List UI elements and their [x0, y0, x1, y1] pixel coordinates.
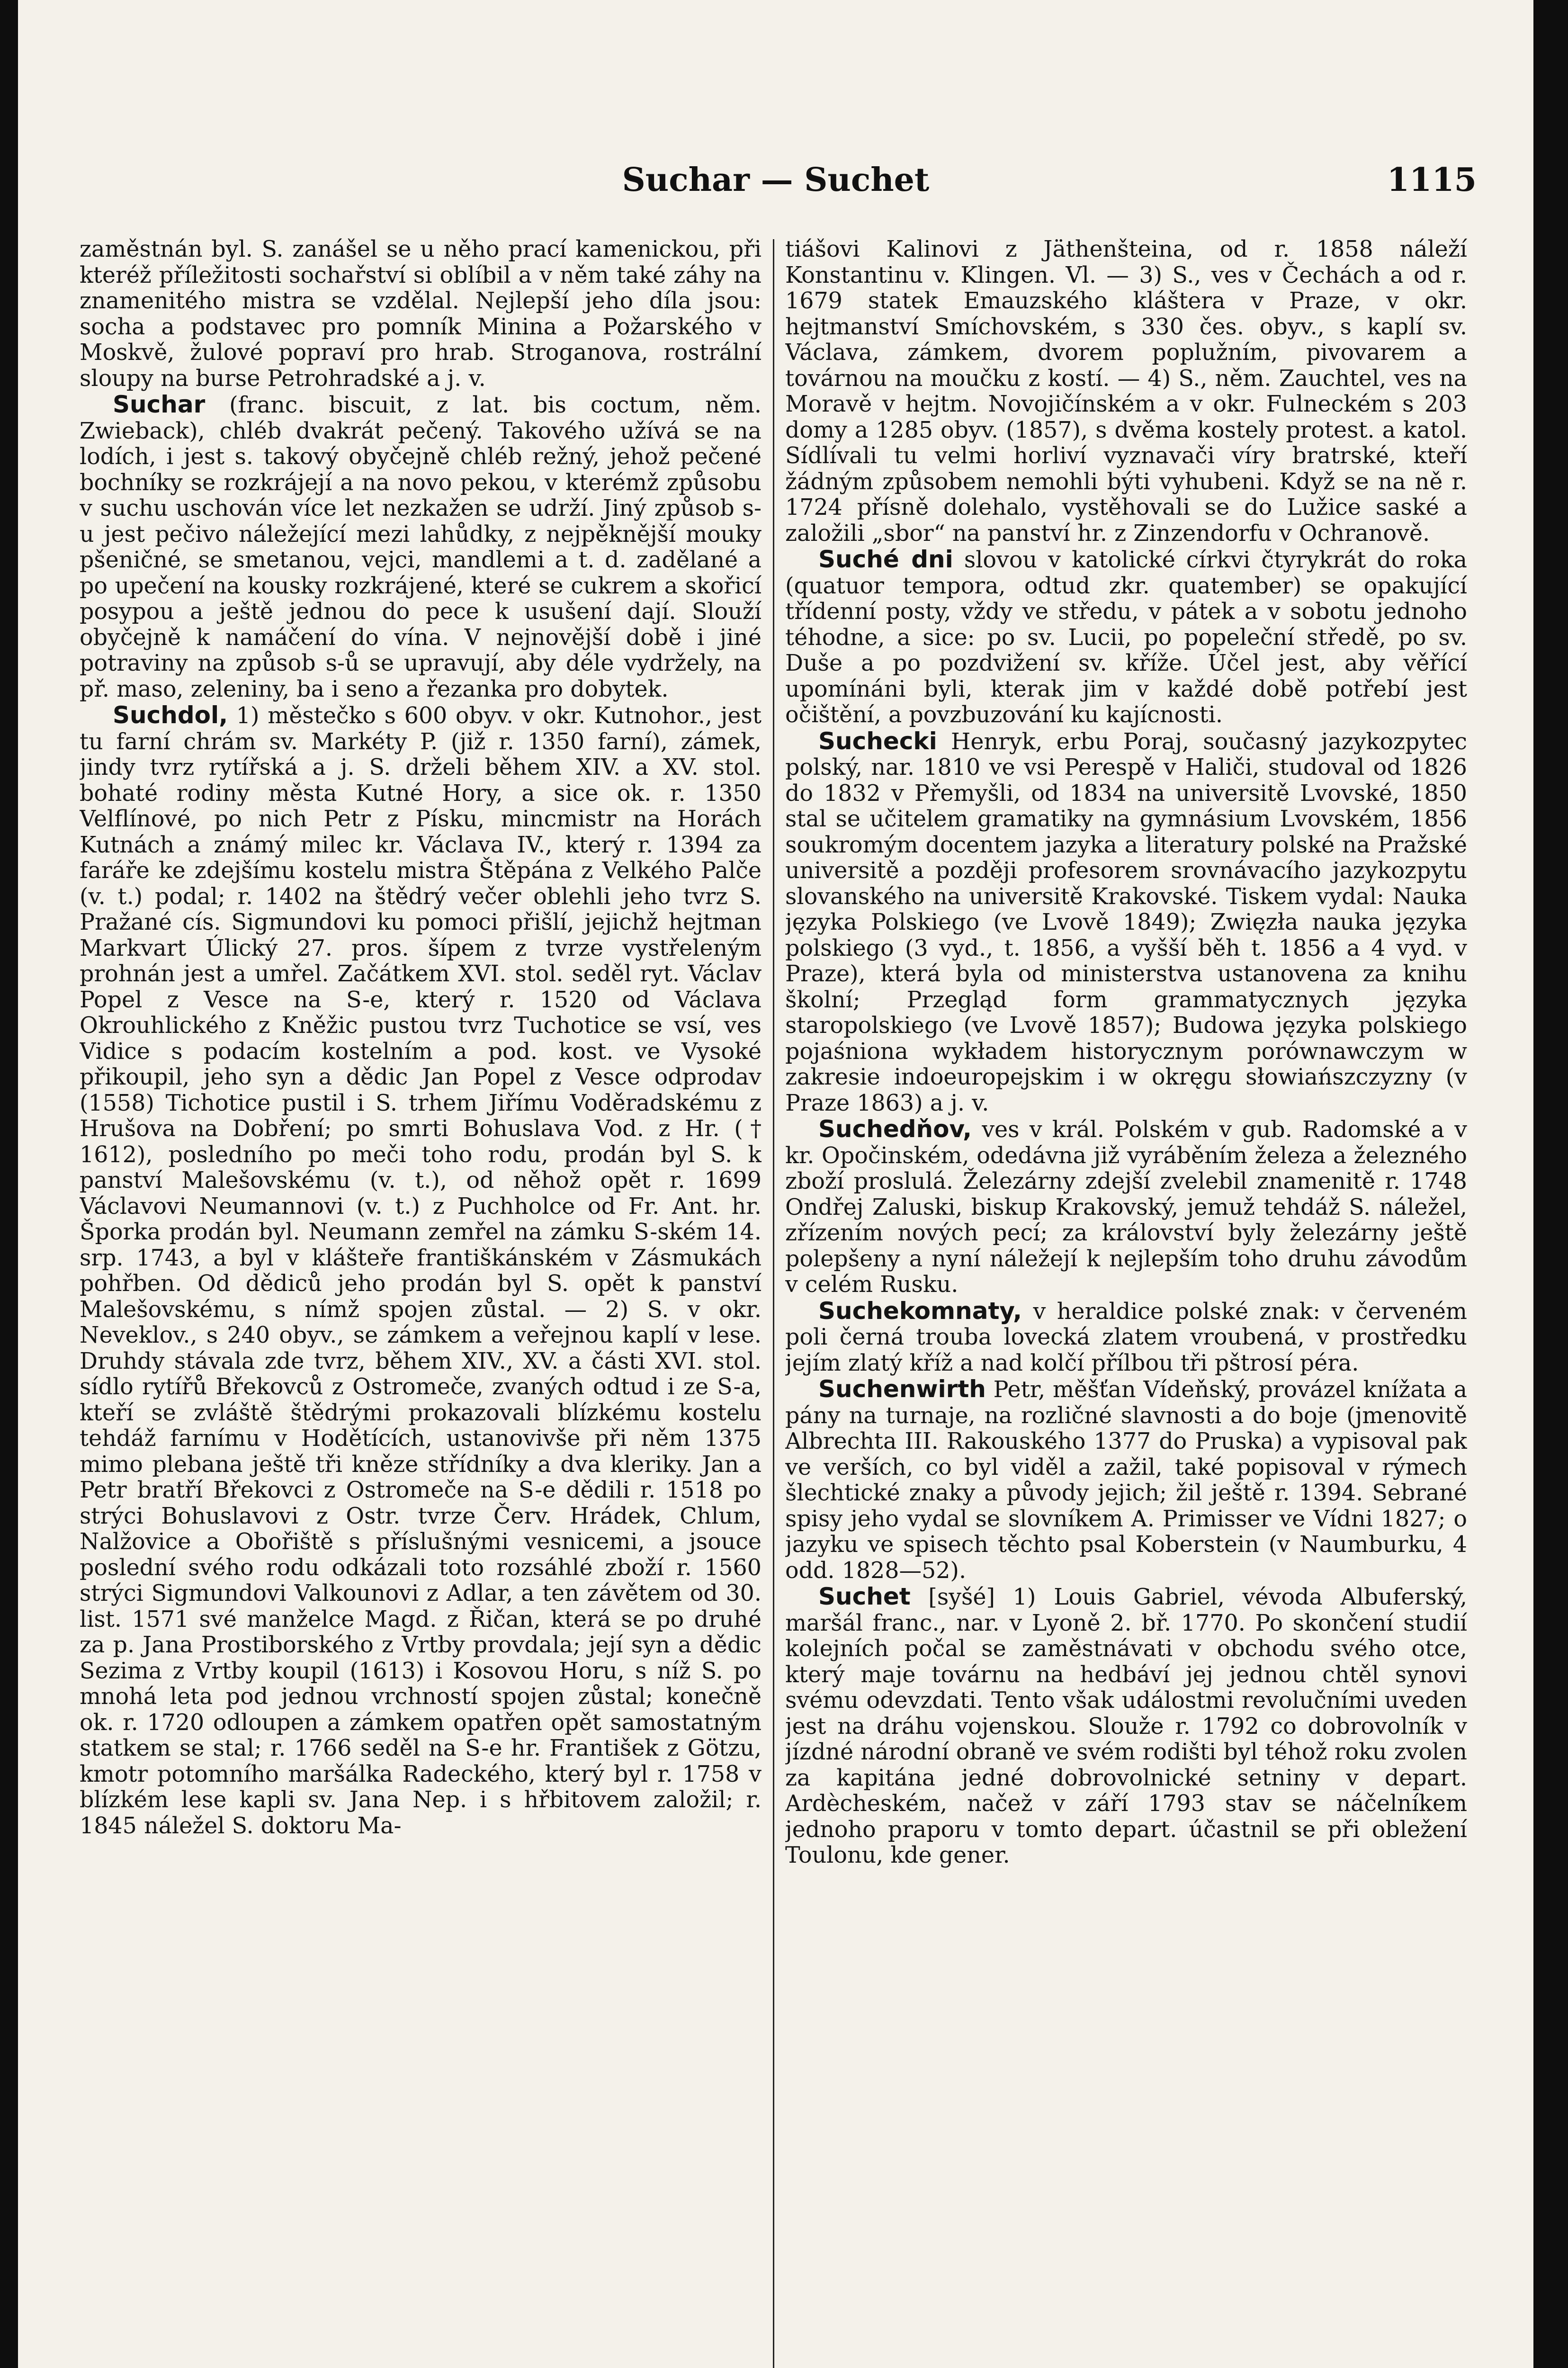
entry-suchecki: [785, 728, 1467, 1117]
headword: Suchar: [113, 391, 206, 418]
entry-suche-dni: [785, 547, 1467, 728]
right-column: [785, 237, 1467, 2368]
running-header: [75, 161, 1477, 208]
left-column: [80, 237, 762, 2368]
headword: Suchet: [818, 1583, 911, 1610]
entry-text: [syšé] 1) Louis Gabriel, vévoda Albuferský, maršál franc., nar. v Lyoně 2. bř. 1770. Po skončení studií kolejních počal se zaměstnávati v obchodu svého otce, který maje továrnu na hedbáví jej jednou chtěl synovi svému odevzdati. Tento však událostmi revolučními uveden jest na dráhu vojenskou. Slouže r. 1792 co dobrovolník v jízdné národní obraně ve svém rodišti byl téhož roku zvolen za kapitána jedné dobrovolnické setniny v depart. Ardècheském, načež v září 1793 stav se náčelníkem jednoho praporu v tomto depart. účastnil se při obležení Toulonu, kde gener.: [785, 1584, 1467, 1868]
book-page: [18, 0, 1533, 2368]
entry-text: Petr, měšťan Vídeňský, provázel knížata a pány na turnaje, na rozličné slavnosti a do boje (jmenovitě Albrechta III. Rakouského 1377 do Pruska) a vypisoval pak ve verších, co byl viděl a zažil, také popisoval v rýmech šlechtické znaky a původy jejich; žil ještě r. 1394. Sebrané spisy jeho vydal se slovníkem A. Primisser ve Vídni 1827; o jazyku ve spisech těchto psal Koberstein (v Naumburku, 4 odd. 1828—52).: [785, 1377, 1467, 1584]
page-number: 1115: [1387, 161, 1477, 199]
entry-text: ves v král. Polském v gub. Radomské a v kr. Opočinském, odedávna již vyráběním železa a železného zboží proslulá. Železárny zdejší zvelebil znamenitě r. 1748 Ondřej Zaluski, biskup Krakovský, jemuž tehdáž S. náležel, zřízením nových pecí; za království byly železárny ještě polepšeny a nyní náležejí k nejlepším toho druhu závodům v celém Rusku.: [785, 1117, 1467, 1298]
running-title: Suchar — Suchet: [622, 161, 930, 199]
headword: Suché dni: [818, 546, 953, 573]
entry-text: Henryk, erbu Poraj, současný jazykozpytec polský, nar. 1810 ve vsi Perespě v Haliči, studoval od 1826 do 1832 v Přemyšli, od 1834 na universitě Lvovské, 1850 stal se učitelem gramatiky na gymnásium Lvovském, 1856 soukromým docentem jazyka a literatury polské na Pražské universitě a později profesorem srovnávacího jazykozpytu slovanského na universitě Krakovské. Tiskem vydal: Nauka języka Polskiego (ve Lvově 1849); Zwięzła nauka języka polskiego (3 vyd., t. 1856, a vyšší běh t. 1856 a 4 vyd. v Praze), která byla od ministerstva ustanovena za knihu školní; Przegląd form grammatycznych języka staropolskiego (ve Lvově 1857); Budowa języka polskiego pojaśniona wykładem historycznym porównawczym w zakresie indoeuropejskim i w okręgu słowiańszczyzny (v Praze 1863) a j. v.: [785, 728, 1467, 1116]
paragraph-continuation: zaměstnán byl. S. zanášel se u něho prací kamenickou, při kteréž příležitosti sochařství si oblíbil a v něm také záhy na znamenitého mistra se vzdělal. Nejlepší jeho díla jsou: socha a podstavec pro pomník Minina a Požarského v Moskvě, žulové popraví pro hrab. Stroganova, rostrální sloupy na burse Petrohradské a j. v.: [80, 237, 762, 392]
entry-text: 1) městečko s 600 obyv. v okr. Kutnohor., jest tu farní chrám sv. Markéty P. (již r. 1350 farní), zámek, jindy tvrz rytířská a j. S. drželi během XIV. a XV. stol. bohaté rodiny města Kutné Hory, a sice ok. r. 1350 Velflínové, po nich Petr z Písku, mincmistr na Horách Kutnách a známý milec kr. Václava IV., který r. 1394 za faráře ke zdejšímu kostelu mistra Štěpána z Velkého Palče (v. t.) podal; r. 1402 na štědrý večer oblehli jeho tvrz S. Pražané cís. Sigmundovi ku pomoci přišlí, jejichž hejtman Markvart Úlický 27. pros. šípem z tvrze vystřeleným prohnán jest a umřel. Začátkem XVI. stol. seděl ryt. Václav Popel z Vesce na S-e, který r. 1520 od Václava Okrouhlického z Kněžic pustou tvrz Tuchotice se vsí, ves Vidice s podacím kostelním a pod. kost. ve Vysoké přikoupil, jeho syn a dědic Jan Popel z Vesce odprodav (1558) Tichotice pustil i S. trhem Jiřímu Voděradskému z Hrušova na Dobření; po smrti Bohuslava Vod. z Hr. († 1612), posledního po meči toho rodu, prodán byl S. k panství Malešovskému (v. t.), od něhož opět r. 1699 Václavovi Neumannovi (v. t.) z Puchholce od Fr. Ant. hr. Šporka prodán byl. Neumann zemřel na zámku S-ském 14. srp. 1743, a byl v klášteře františkánském v Zásmukách pohřben. Od dědiců jeho prodán byl S. opět k panství Malešovskému, s nímž spojen zůstal. — 2) S. v okr. Neveklov., s 240 obyv., se zámkem a veřejnou kaplí v lese. Druhdy stávala zde tvrz, během XIV., XV. a části XVI. stol. sídlo rytířů Břekovců z Ostromeče, zvaných odtud i ze S-a, kteří se zvláště štědrými prokazovali blízkému kostelu tehdáž farnímu v Hodětících, ustanovivše při něm 1375 mimo plebana ještě tři kněze střídníky a dva kleriky. Jan a Petr bratří Břekovci z Ostromeče na S-e dědili r. 1518 po strýci Bohuslavovi z Ostr. tvrze Červ. Hrádek, Chlum, Nalžovice a Obořiště s příslušnými vesnicemi, a jsouce poslední svého rodu odkázali toto rozsáhlé zboží r. 1560 strýci Sigmundovi Valkounovi z Adlar, a ten závětem od 30. list. 1571 své manželce Magd. z Řičan, která se po druhé za p. Jana Prostiborského z Vrtby provdala; její syn a dědic Sezima z Vrtby koupil (1613) i Kosovou Horu, s níž S. po mnohá leta pod jednou vrchností spojen zůstal; konečně ok. r. 1720 odloupen a zámkem opatřen opět samostatným statkem se stal; r. 1766 seděl na S-e hr. František z Götzu, kmotr potomního maršálka Radeckého, který byl r. 1758 v blízkém lese kapli sv. Jana Nep. i s hřbitovem založil; r. 1845 náležel S. doktoru Ma-: [80, 703, 762, 1839]
paragraph-continuation: tiášovi Kalinovi z Jäthenšteina, od r. 1858 náleží Konstantinu v. Klingen. Vl. — 3) S., ves v Čechách a od r. 1679 statek Emauzského kláštera v Praze, v okr. hejtmanství Smíchovském, s 330 čes. obyv., s kaplí sv. Václava, zámkem, dvorem poplužním, pivovarem a továrnou na moučku z kostí. — 4) S., něm. Zauchtel, ves na Moravě v hejtm. Novojičínském a v okr. Fulneckém s 203 domy a 1285 obyv. (1857), s dvěma kostely protest. a katol. Sídlívali tu velmi horliví vyznavači víry bratrské, kteří žádným způsobem nemohli býti vyhubeni. Když se na ně r. 1724 přísně dolehalo, vystěhovali se do Lužice saské a založili „sbor“ na panství hr. z Zinzendorfu v Ochranově.: [785, 237, 1467, 547]
entry-suchar: [80, 392, 762, 702]
headword: Suchedňov,: [818, 1115, 972, 1143]
entry-suchekomnaty: [785, 1298, 1467, 1377]
entry-suchednov: [785, 1116, 1467, 1298]
headword: Suchecki: [818, 727, 937, 755]
entry-suchenwirth: [785, 1376, 1467, 1584]
headword: Suchdol,: [113, 701, 228, 729]
headword: Suchekomnaty,: [818, 1297, 1022, 1325]
entry-suchdol: [80, 702, 762, 1839]
entry-text: v heraldice polské znak: v červeném poli černá trouba lovecká zlatem vroubená, v prostředku jejím zlatý kříž a nad kolčí přílbou tři pštrosí péra.: [785, 1298, 1467, 1376]
entry-suchet: [785, 1584, 1467, 1869]
column-divider: [773, 239, 774, 2368]
entry-text: slovou v katolické církvi čtyrykrát do roka (quatuor tempora, odtud zkr. quatember) se opakující třídenní posty, vždy ve středu, v pátek a v sobotu jednoho téhodne, a sice: po sv. Lucii, po popeleční středě, po sv. Duše a po pozdvižení sv. kříže. Účel jest, aby věřící upomínáni byli, kterak jim v každé době potřebí jest očištění, a povzbuzování ku kajícnosti.: [785, 547, 1467, 728]
entry-text: (franc. biscuit, z lat. bis coctum, něm. Zwieback), chléb dvakrát pečený. Takového užívá se na lodích, i jest s. takový obyčejně chléb režný, jehož pečené bochníky se rozkrájejí a na novo pekou, v kterémž způsobu v suchu uschován více let nezkažen se udrží. Jiný způsob s-u jest pečivo náležející mezi lahůdky, z nejpěknější mouky pšeničné, se smetanou, vejci, mandlemi a t. d. zadělané a po upečení na kousky rozkrájené, které se cukrem a skořicí posypou a ještě jednou do pece k usušení dají. Slouží obyčejně k namáčení do vína. V nejnovější době i jiné potraviny na způsob s-ů se upravují, aby déle vydržely, na př. maso, zeleniny, ba i seno a řezanka pro dobytek.: [80, 392, 762, 702]
headword: Suchenwirth: [818, 1375, 986, 1403]
